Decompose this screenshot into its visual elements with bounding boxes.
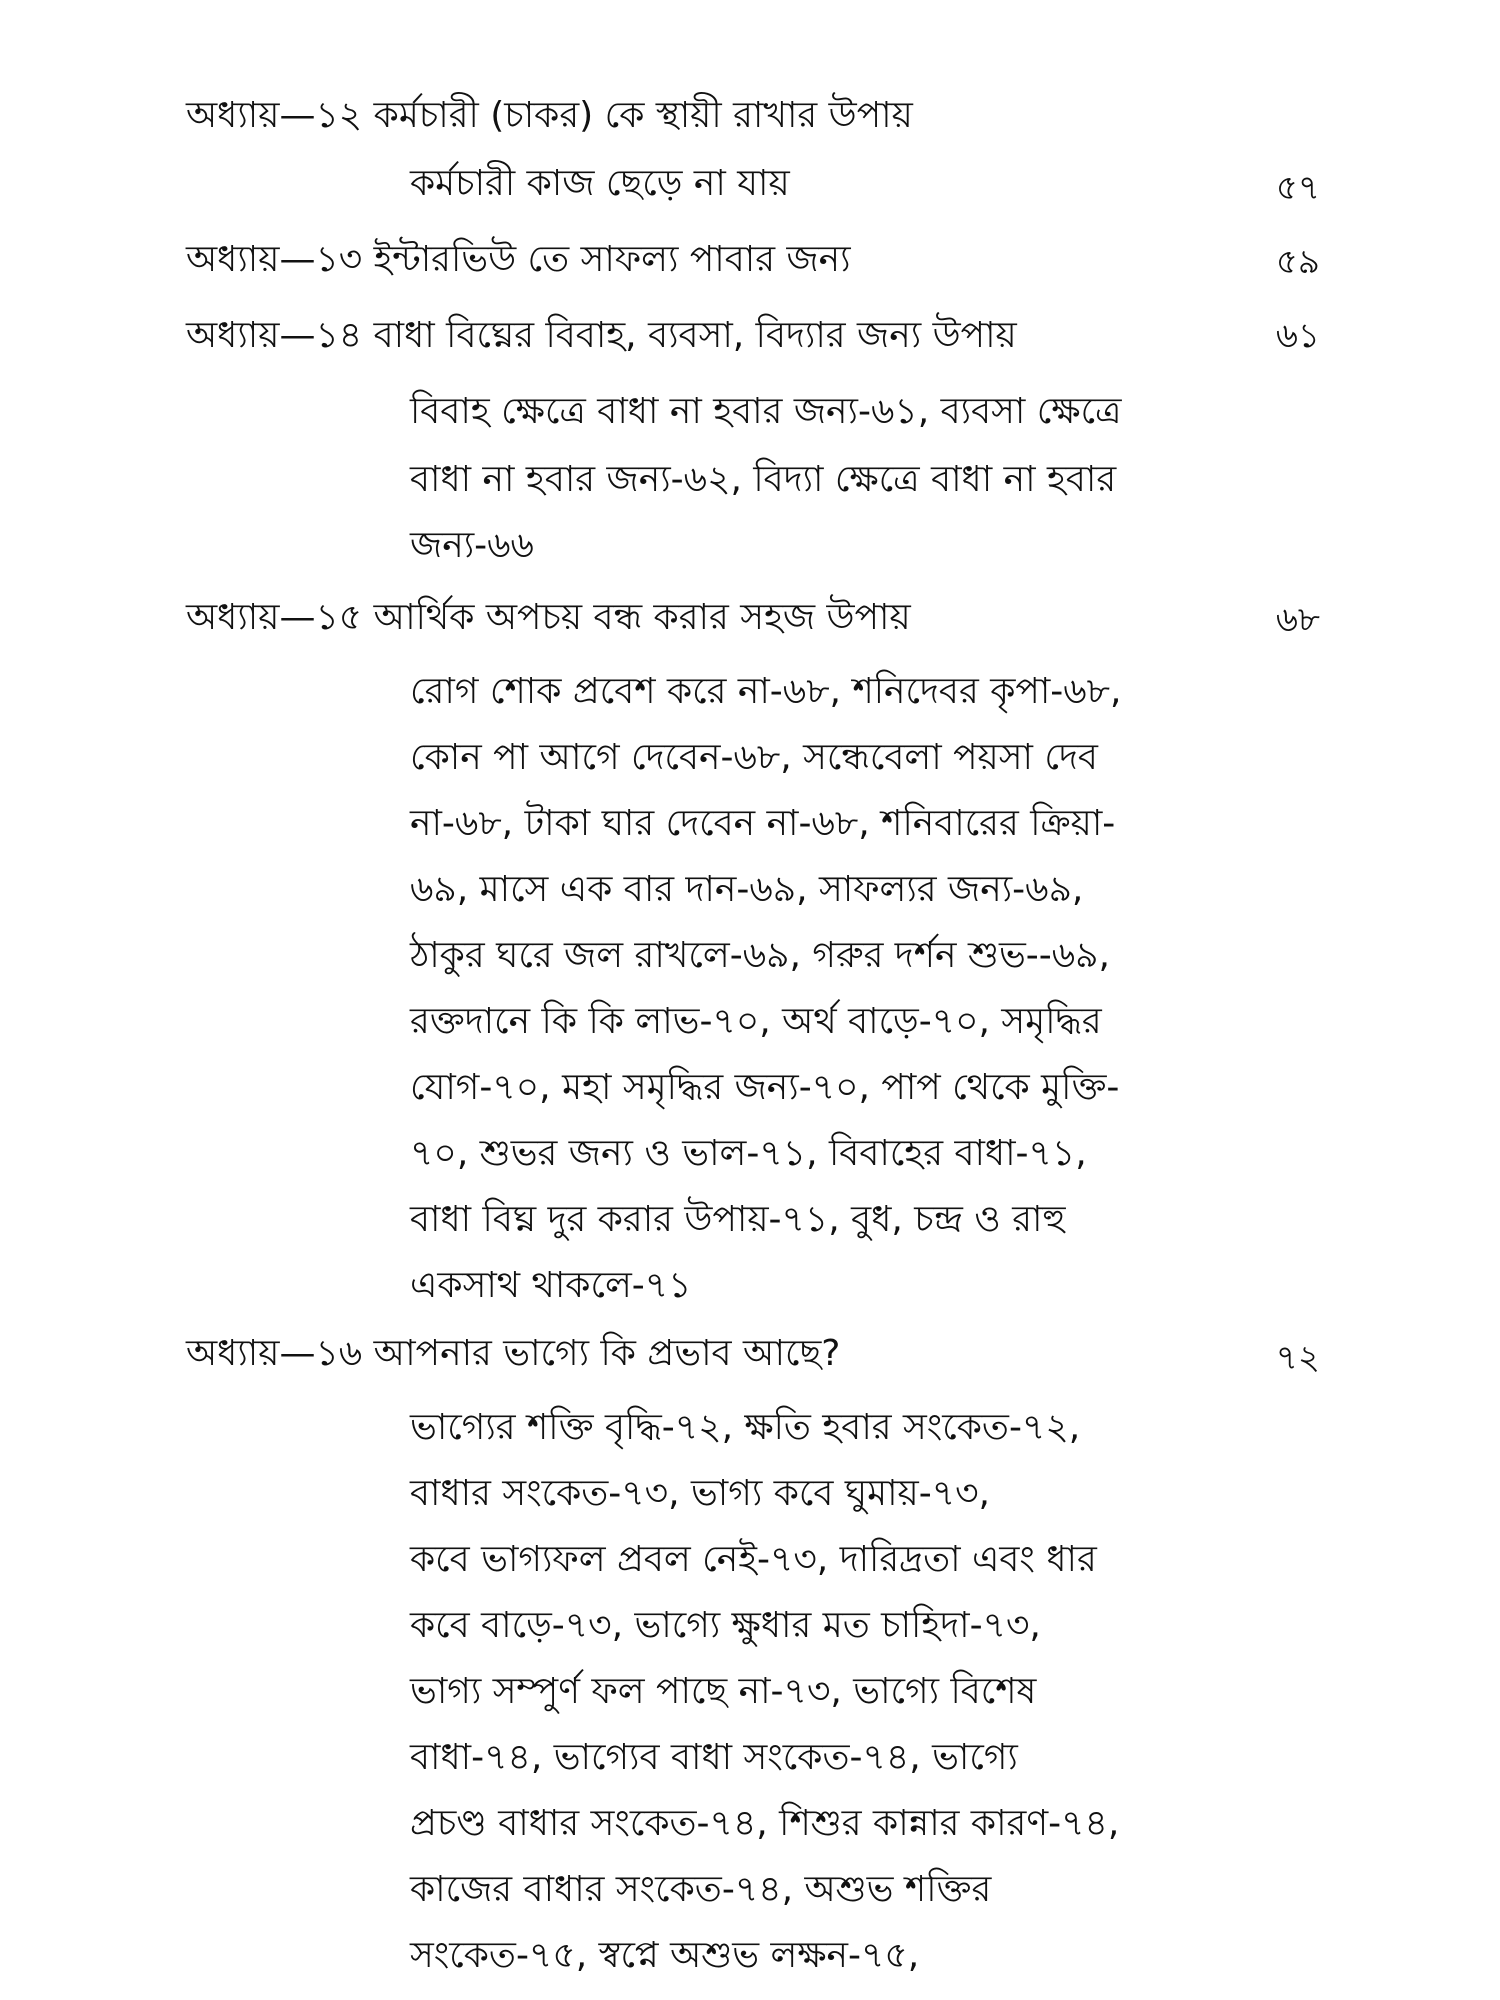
chapter-16-desc-line-1: ভাগ্যের শক্তি বৃদ্ধি-৭২, ক্ষতি হবার সংকেত-৭২, (410, 1407, 1081, 1448)
chapter-15-page-number: ৬৮ (1275, 600, 1320, 640)
chapter-16-desc-line-4: কবে বাড়ে-৭৩, ভাগ্যে ক্ষুধার মত চাহিদা-৭৩, (410, 1605, 1041, 1646)
chapter-16-desc-line-7: প্রচণ্ড বাধার সংকেত-৭৪, শিশুর কান্নার কারণ-৭৪, (410, 1803, 1120, 1844)
chapter-15-desc-line-4: ৬৯, মাসে এক বার দান-৬৯, সাফল্যর জন্য-৬৯, (410, 869, 1084, 910)
chapter-15-desc-line-5: ঠাকুর ঘরে জল রাখলে-৬৯, গরুর দর্শন শুভ--৬৯, (410, 935, 1110, 976)
chapter-12-desc-line-1: কর্মচারী কাজ ছেড়ে না যায় (410, 163, 790, 204)
chapter-16-desc-line-8: কাজের বাধার সংকেত-৭৪, অশুভ শক্তির (410, 1869, 992, 1910)
chapter-15-desc-line-8: ৭০, শুভর জন্য ও ভাল-৭১, বিবাহের বাধা-৭১, (410, 1133, 1087, 1174)
chapter-14-page-number: ৬১ (1275, 316, 1320, 356)
chapter-15-heading: অধ্যায়—১৫ আর্থিক অপচয় বন্ধ করার সহজ উপায় (186, 597, 911, 638)
chapter-16-heading: অধ্যায়—১৬ আপনার ভাগ্যে কি প্রভাব আছে? (186, 1333, 841, 1374)
chapter-14-desc-line-2: বাধা না হবার জন্য-৬২, বিদ্যা ক্ষেত্রে বাধা না হবার (410, 459, 1117, 500)
chapter-14-heading: অধ্যায়—১৪ বাধা বিঘ্নের বিবাহ, ব্যবসা, বিদ্যার জন্য উপায় (186, 315, 1017, 356)
chapter-16-desc-line-2: বাধার সংকেত-৭৩, ভাগ্য কবে ঘুমায়-৭৩, (410, 1473, 990, 1514)
chapter-15-desc-line-1: রোগ শোক প্রবেশ করে না-৬৮, শনিদেবর কৃপা-৬৮, (410, 671, 1122, 712)
chapter-16-desc-line-6: বাধা-৭৪, ভাগ্যেব বাধা সংকেত-৭৪, ভাগ্যে (410, 1737, 1018, 1778)
chapter-15-desc-line-7: যোগ-৭০, মহা সমৃদ্ধির জন্য-৭০, পাপ থেকে মুক্তি- (410, 1067, 1120, 1108)
chapter-13-heading: অধ্যায়—১৩ ইন্টারভিউ তে সাফল্য পাবার জন্য (186, 239, 851, 280)
chapter-15-desc-line-6: রক্তদানে কি কি লাভ-৭০, অর্থ বাড়ে-৭০, সমৃদ্ধির (410, 1001, 1102, 1042)
chapter-16-desc-line-3: কবে ভাগ্যফল প্রবল নেই-৭৩, দারিদ্রতা এবং ধার (410, 1539, 1097, 1580)
chapter-16-desc-line-5: ভাগ্য সম্পুর্ণ ফল পাছে না-৭৩, ভাগ্যে বিশেষ (410, 1671, 1037, 1712)
chapter-15-desc-line-9: বাধা বিঘ্ন দুর করার উপায়-৭১, বুধ, চন্দ্র ও রাহু (410, 1199, 1066, 1240)
chapter-15-desc-line-10: একসাথ থাকলে-৭১ (410, 1265, 692, 1306)
chapter-15-desc-line-2: কোন পা আগে দেবেন-৬৮, সন্ধেবেলা পয়সা দেব (410, 737, 1098, 778)
chapter-14-desc-line-3: জন্য-৬৬ (410, 525, 534, 566)
chapter-15-desc-line-3: না-৬৮, টাকা ঘার দেবেন না-৬৮, শনিবারের ক্রিয়া- (410, 803, 1116, 844)
chapter-12-heading: অধ্যায়—১২ কর্মচারী (চাকর) কে স্থায়ী রাখার উপায় (186, 95, 913, 136)
chapter-13-page-number: ৫৯ (1275, 242, 1320, 282)
chapter-14-desc-line-1: বিবাহ ক্ষেত্রে বাধা না হবার জন্য-৬১, ব্যবসা ক্ষেত্রে (410, 391, 1122, 432)
chapter-16-page-number: ৭২ (1275, 1338, 1320, 1378)
chapter-16-desc-line-9: সংকেত-৭৫, স্বপ্নে অশুভ লক্ষন-৭৫, (410, 1935, 920, 1976)
chapter-12-page-number: ৫৭ (1275, 168, 1320, 208)
